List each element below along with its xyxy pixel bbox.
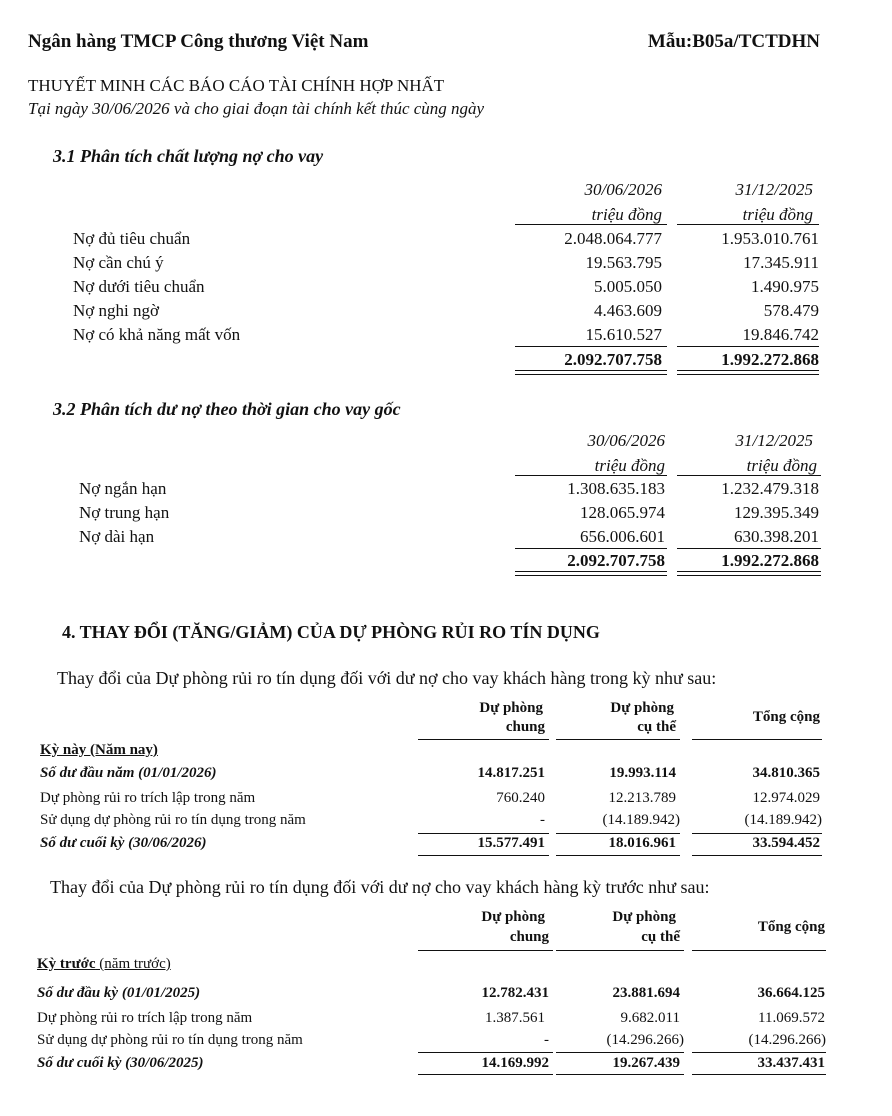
- row-value: 1.490.975: [751, 277, 819, 296]
- cell-general: -: [544, 1032, 549, 1048]
- doc-title: THUYẾT MINH CÁC BÁO CÁO TÀI CHÍNH HỢP NHẤT: [28, 76, 445, 95]
- cell-general: 14.817.251: [477, 765, 545, 781]
- section-4-title: 4. THAY ĐỔI (TĂNG/GIẢM) CỦA DỰ PHÒNG RỦI RO TÍN DỤNG: [62, 622, 600, 642]
- row-label: Nợ trung hạn: [79, 503, 170, 522]
- cell-specific: (14.296.266): [606, 1032, 684, 1048]
- col-specific-head: Dự phòng: [612, 909, 676, 925]
- row-label: Nợ ngắn hạn: [79, 479, 167, 498]
- usage-label: Sử dụng dự phòng rủi ro tín dụng trong năm: [40, 812, 306, 828]
- row-label: Nợ có khả năng mất vốn: [73, 325, 241, 344]
- cell-general: 14.169.992: [481, 1055, 549, 1071]
- col1-unit: triệu đồng: [591, 205, 662, 224]
- row-label: Nợ nghi ngờ: [73, 301, 159, 320]
- col2-unit: triệu đồng: [742, 205, 813, 224]
- period-label-current: Kỳ này (Năm nay): [40, 742, 158, 758]
- cell-specific: 19.267.439: [612, 1055, 680, 1071]
- row-value: 656.006.601: [580, 527, 665, 546]
- closing-label: Số dư cuối kỳ (30/06/2025): [37, 1055, 204, 1071]
- row-value: 630.398.201: [734, 527, 819, 546]
- row-value: 5.005.050: [594, 277, 662, 296]
- section-3-1-title: 3.1 Phân tích chất lượng nợ cho vay: [53, 146, 324, 166]
- row-label: Nợ dưới tiêu chuẩn: [73, 277, 205, 296]
- cell-specific: (14.189.942): [602, 812, 680, 828]
- row-value: 4.463.609: [594, 301, 662, 320]
- form-code: Mẫu:B05a/TCTDHN: [647, 31, 820, 52]
- total-value: 1.992.272.868: [721, 350, 819, 369]
- cell-total: (14.189.942): [744, 812, 822, 828]
- row-value: 1.953.010.761: [721, 229, 819, 248]
- cell-specific: 12.213.789: [608, 790, 676, 806]
- cell-total: 11.069.572: [758, 1010, 825, 1026]
- cell-specific: 19.993.114: [609, 765, 676, 781]
- closing-label: Số dư cuối kỳ (30/06/2026): [40, 835, 207, 851]
- row-value: 15.610.527: [585, 325, 662, 344]
- cell-general: 15.577.491: [477, 835, 545, 851]
- row-value: 17.345.911: [743, 253, 819, 272]
- cell-total: 36.664.125: [757, 985, 825, 1001]
- col1-unit: triệu đồng: [594, 456, 665, 475]
- cell-total: (14.296.266): [748, 1032, 826, 1048]
- cell-specific: 18.016.961: [608, 835, 676, 851]
- row-value: 19.563.795: [585, 253, 662, 272]
- charge-label: Dự phòng rủi ro trích lập trong năm: [40, 790, 256, 806]
- col1-date: 30/06/2026: [584, 180, 662, 199]
- cell-total: 12.974.029: [752, 790, 820, 806]
- cell-general: 760.240: [496, 790, 545, 806]
- row-value: 1.232.479.318: [721, 479, 819, 498]
- bank-name: Ngân hàng TMCP Công thương Việt Nam: [28, 31, 369, 52]
- row-value: 578.479: [763, 301, 819, 320]
- col-general-head: Dự phòng: [481, 909, 545, 925]
- col2-unit: triệu đồng: [746, 456, 817, 475]
- row-value: 129.395.349: [734, 503, 819, 522]
- usage-label: Sử dụng dự phòng rủi ro tín dụng trong năm: [37, 1032, 303, 1048]
- cell-general: 1.387.561: [485, 1010, 545, 1026]
- intro-current: Thay đổi của Dự phòng rủi ro tín dụng đối với dư nợ cho vay khách hàng trong kỳ như sau:: [57, 668, 717, 688]
- row-value: 19.846.742: [742, 325, 819, 344]
- cell-specific: 9.682.011: [620, 1010, 680, 1026]
- doc-subtitle: Tại ngày 30/06/2026 và cho giai đoạn tài chính kết thúc cùng ngày: [28, 99, 485, 118]
- cell-general: -: [540, 812, 545, 828]
- col2-date: 31/12/2025: [735, 180, 813, 199]
- row-label: Nợ đủ tiêu chuẩn: [73, 229, 191, 248]
- cell-general: 12.782.431: [481, 985, 549, 1001]
- cell-specific: 23.881.694: [612, 985, 680, 1001]
- col-general-head: Dự phòng: [479, 700, 543, 716]
- col2-date: 31/12/2025: [735, 431, 813, 450]
- row-value: 2.048.064.777: [564, 229, 662, 248]
- col-specific-head: Dự phòng: [610, 700, 674, 716]
- row-label: Nợ cần chú ý: [73, 253, 164, 272]
- section-3-2-title: 3.2 Phân tích dư nợ theo thời gian cho vay gốc: [53, 399, 401, 419]
- row-value: 1.308.635.183: [567, 479, 665, 498]
- col-specific-head: cụ thể: [641, 929, 680, 945]
- opening-label: Số dư đầu năm (01/01/2026): [40, 765, 217, 781]
- col-general-head: chung: [505, 719, 545, 735]
- period-label-prior: Kỳ trước (năm trước): [37, 956, 171, 972]
- cell-total: 34.810.365: [752, 765, 820, 781]
- charge-label: Dự phòng rủi ro trích lập trong năm: [37, 1010, 253, 1026]
- col-specific-head: cụ thể: [637, 719, 676, 735]
- intro-prior: Thay đổi của Dự phòng rủi ro tín dụng đối với dư nợ cho vay khách hàng kỳ trước như sau:: [50, 877, 710, 897]
- row-label: Nợ dài hạn: [79, 527, 155, 546]
- cell-total: 33.437.431: [757, 1055, 825, 1071]
- total-value: 1.992.272.868: [721, 551, 819, 570]
- total-value: 2.092.707.758: [564, 350, 662, 369]
- col1-date: 30/06/2026: [587, 431, 665, 450]
- cell-total: 33.594.452: [752, 835, 820, 851]
- col-total-head: Tổng cộng: [752, 709, 820, 725]
- col-general-head: chung: [509, 929, 549, 945]
- row-value: 128.065.974: [580, 503, 665, 522]
- total-value: 2.092.707.758: [567, 551, 665, 570]
- col-total-head: Tổng cộng: [757, 919, 825, 935]
- opening-label: Số dư đầu kỳ (01/01/2025): [37, 985, 201, 1001]
